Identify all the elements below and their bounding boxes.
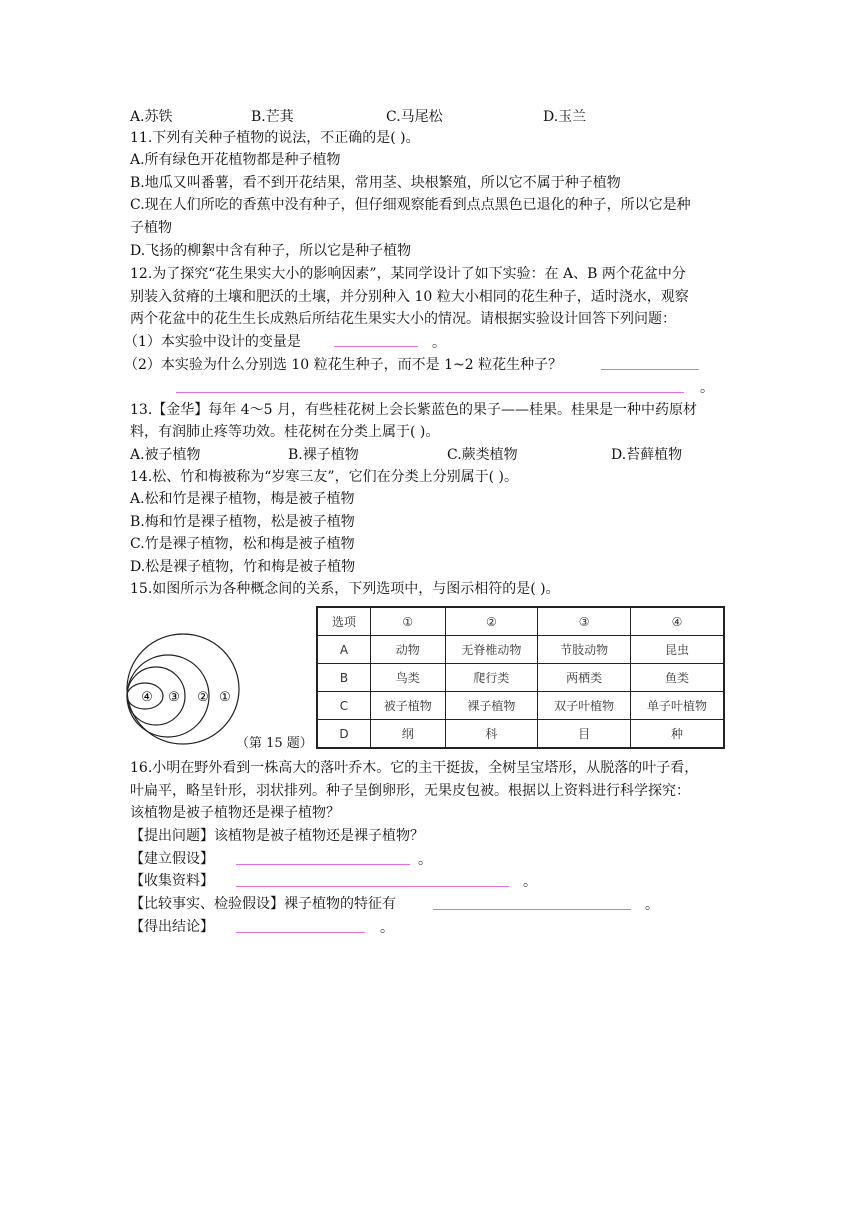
q11-option-c: C.现在人们所吃的香蕉中没有种子，但仔细观察能看到点点黑色已退化的种子，所以它是种 (130, 197, 691, 213)
q13-option-b: B.裸子植物 (288, 447, 359, 463)
q14-option-a: A.松和竹是裸子植物，梅是被子植物 (130, 491, 355, 507)
q13-option-a: A.被子植物 (130, 447, 201, 463)
table-header-cell: ③ (538, 607, 631, 636)
q13-option-d: D.苔藓植物 (611, 447, 683, 463)
table-cell: 动物 (371, 636, 446, 664)
table-cell: C (317, 692, 371, 720)
table-row (317, 720, 724, 749)
q15-stem: 15.如图所示为各种概念间的关系，下列选项中，与图示相符的是( )。 (130, 581, 560, 597)
q11-option-d: D.飞扬的柳絮中含有种子，所以它是种子植物 (130, 243, 412, 259)
table-cell: D (317, 720, 371, 749)
table-cell: 鱼类 (630, 664, 724, 692)
table-header-row (317, 607, 724, 636)
q16-stem-line3: 该植物是被子植物还是裸子植物？ (130, 805, 340, 821)
table-cell: 纲 (371, 720, 446, 749)
q10-option-d: D.玉兰 (543, 109, 587, 125)
q16-compare-period: 。 (645, 897, 659, 913)
circle-label-4: ④ (141, 690, 153, 705)
table-cell: 两栖类 (538, 664, 631, 692)
table-cell: 无脊椎动物 (445, 636, 538, 664)
figure-caption: （第 15 题） (236, 736, 313, 751)
table-cell: 节肢动物 (538, 636, 631, 664)
table-row (317, 692, 724, 720)
q10-option-a: A.苏铁 (130, 109, 173, 125)
q11-option-c-cont: 子植物 (130, 220, 172, 236)
q12-part2-answer-blank-2[interactable] (176, 392, 684, 393)
table-cell: A (317, 636, 371, 664)
q16-compare-label: 【比较事实、检验假设】裸子植物的特征有 (130, 896, 396, 912)
q13-stem-line2: 料，有润肺止疼等功效。桂花树在分类上属于( )。 (130, 424, 440, 440)
q12-part2-period: 。 (700, 380, 714, 396)
table-cell: 种 (630, 720, 724, 749)
circle-label-3: ③ (168, 690, 180, 705)
q13-option-c: C.蕨类植物 (447, 447, 518, 463)
q13-stem-line1: 13.【金华】每年 4～5 月，有些桂花树上会长紫蓝色的果子——桂果。桂果是一种中药原材 (130, 402, 697, 418)
q16-collect-label: 【收集资料】 (130, 873, 214, 889)
table-header-cell: ① (371, 607, 446, 636)
table-header-cell: ② (445, 607, 538, 636)
table-row (317, 664, 724, 692)
q15-options-table (316, 606, 725, 749)
q12-stem-line3: 两个花盆中的花生生长成熟后所结花生果实大小的情况。请根据实验设计回答下列问题： (130, 311, 676, 327)
q12-stem-line2: 别装入贫瘠的土壤和肥沃的土壤，并分别种入 10 粒大小相同的花生种子，适时浇水，观察 (130, 289, 689, 305)
q16-collect-period: 。 (523, 874, 537, 890)
q14-option-c: C.竹是裸子植物，松和梅是被子植物 (130, 536, 355, 552)
q11-option-a: A.所有绿色开花植物都是种子植物 (130, 152, 341, 168)
table-row (317, 636, 724, 664)
table-header-cell: 选项 (317, 607, 371, 636)
q14-option-d: D.松是裸子植物，竹和梅是被子植物 (130, 559, 356, 575)
table-cell: 单子叶植物 (630, 692, 724, 720)
table-cell: 爬行类 (445, 664, 538, 692)
table-cell: 被子植物 (371, 692, 446, 720)
q12-part1: （1）本实验中设计的变量是 (124, 334, 301, 350)
q12-part1-period: 。 (432, 335, 446, 351)
table-header-cell: ④ (630, 607, 724, 636)
q16-hypothesis-label: 【建立假设】 (130, 851, 214, 867)
q16-hypothesis-period: 。 (418, 852, 432, 868)
q11-stem: 11.下列有关种子植物的说法，不正确的是( )。 (130, 130, 420, 146)
q16-stem-line2: 叶扁平，略呈针形，羽状排列。种子呈倒卵形，无果皮包被。根据以上资料进行科学探究： (130, 783, 690, 799)
q16-compare-blank[interactable] (433, 909, 631, 910)
circle-label-1: ① (219, 690, 231, 705)
q14-stem: 14.松、竹和梅被称为“岁寒三友”，它们在分类上分别属于( )。 (130, 469, 518, 485)
table-cell: 科 (445, 720, 538, 749)
q16-raise-question: 【提出问题】该植物是被子植物还是裸子植物？ (130, 828, 424, 844)
q16-conclusion-period: 。 (380, 920, 394, 936)
table-cell: 鸟类 (371, 664, 446, 692)
concept-circles-diagram (124, 630, 242, 748)
q11-option-b: B.地瓜又叫番薯，看不到开花结果，常用茎、块根繁殖，所以它不属于种子植物 (130, 175, 621, 191)
q14-option-b: B.梅和竹是裸子植物，松是被子植物 (130, 514, 355, 530)
q12-part1-answer-blank[interactable] (334, 346, 418, 347)
q12-part2: （2）本实验为什么分别选 10 粒花生种子，而不是 1~2 粒花生种子？ (124, 357, 563, 373)
table-cell: 裸子植物 (445, 692, 538, 720)
table-cell: 昆虫 (630, 636, 724, 664)
q16-hypothesis-blank[interactable] (236, 864, 410, 865)
q12-stem-line1: 12.为了探究“花生果实大小的影响因素”，某同学设计了如下实验：在 A、B 两个花盆中分 (130, 266, 686, 282)
q16-conclusion-label: 【得出结论】 (130, 919, 214, 935)
q12-part2-answer-blank-1[interactable] (601, 369, 699, 370)
q16-collect-blank[interactable] (236, 886, 509, 887)
table-cell: B (317, 664, 371, 692)
q10-option-b: B.芒萁 (251, 109, 294, 125)
circle-label-2: ② (197, 690, 209, 705)
q16-conclusion-blank[interactable] (236, 932, 365, 933)
q10-option-c: C.马尾松 (386, 109, 443, 125)
table-cell: 目 (538, 720, 631, 749)
circle-1 (127, 634, 239, 744)
q16-stem-line1: 16.小明在野外看到一株高大的落叶乔木。它的主干挺拔，全树呈宝塔形，从脱落的叶子看， (130, 760, 699, 776)
table-cell: 双子叶植物 (538, 692, 631, 720)
